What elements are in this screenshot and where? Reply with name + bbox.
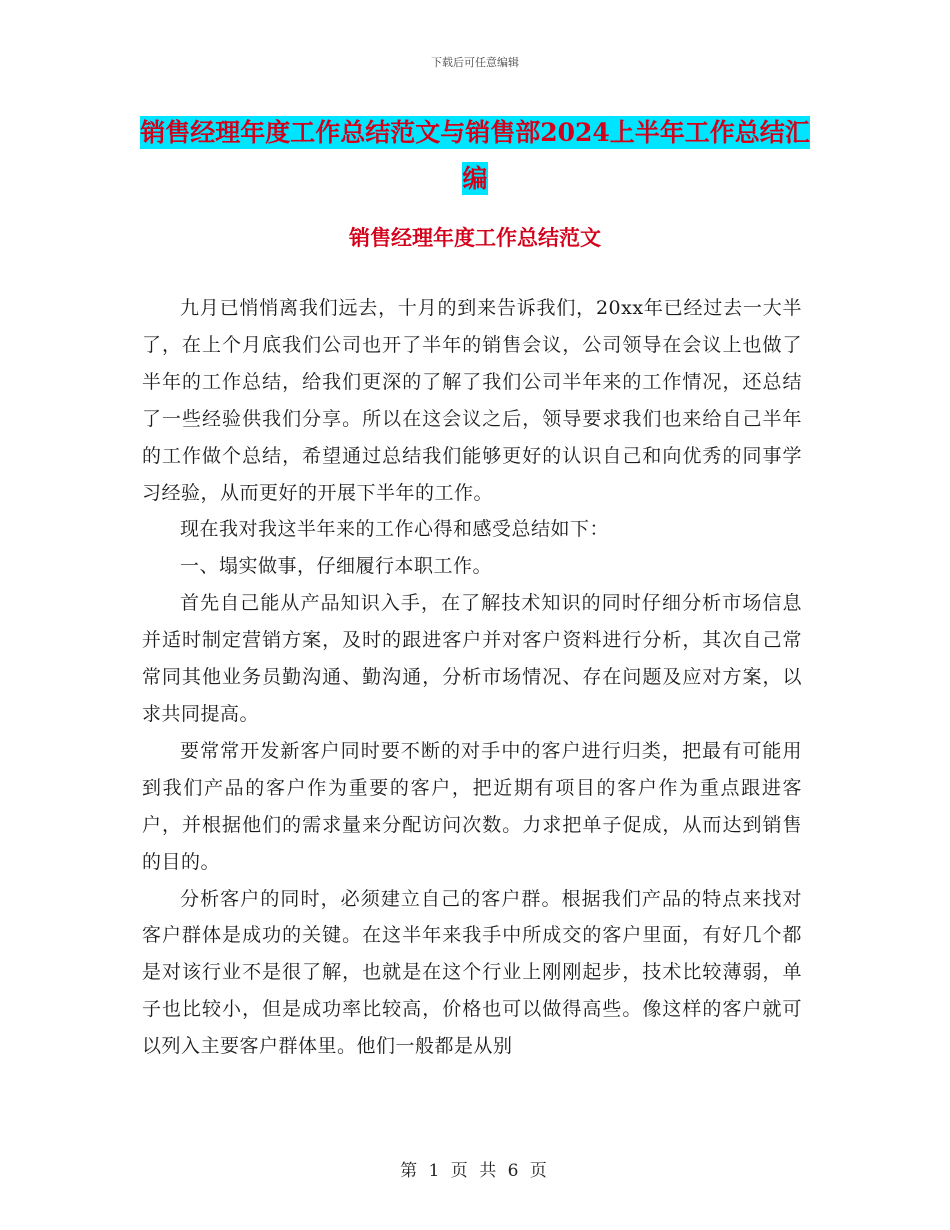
paragraph: 一、塌实做事，仔细履行本职工作。 [180, 555, 493, 578]
document-title [140, 110, 810, 202]
paragraph: 九月已悄悄离我们远去，十月的到来告诉我们，20xx年已经过去一大半了，在上个月底我们公司也开了半年的销售会议，公司领导在会议上也做了半年的工作总结，给我们更深的了解了我们公司半年来的工作情况，还总结了一些经验供我们分享。所以在这会议之后，领导要求我们也来给自己半年的工作做个总结，希望通过总结我们能够更好的认识自己和向优秀的同事学习经验，从而更好的开展下半年的工作。 [142, 297, 802, 504]
document-body [142, 290, 802, 1065]
paragraph: 现在我对我这半年来的工作心得和感受总结如下： [180, 518, 610, 541]
paragraph: 要常常开发新客户同时要不断的对手中的客户进行归类，把最有可能用到我们产品的客户作为重要的客户，把近期有项目的客户作为重点跟进客户，并根据他们的需求量来分配访问次数。力求把单子促成，从而达到销售的目的。 [142, 739, 802, 873]
paragraph: 分析客户的同时，必须建立自己的客户群。根据我们产品的特点来找对客户群体是成功的关键。在这半年来我手中所成交的客户里面，有好几个都是对该行业不是很了解，也就是在这个行业上刚刚起步，技术比较薄弱，单子也比较小，但是成功率比较高，价格也可以做得高些。像这样的客户就可以列入主要客户群体里。他们一般都是从别 [142, 887, 802, 1058]
section-title: 销售经理年度工作总结范文 [349, 225, 601, 250]
paragraph: 首先自己能从产品知识入手，在了解技术知识的同时仔细分析市场信息并适时制定营销方案，及时的跟进客户并对客户资料进行分析，其次自己常常同其他业务员勤沟通、勤沟通，分析市场情况、存在问题及应对方案，以求共同提高。 [142, 592, 802, 725]
document-title-text: 销售经理年度工作总结范文与销售部2024上半年工作总结汇编 [140, 118, 810, 193]
page-footer: 第 1 页 共 6 页 [400, 1161, 550, 1181]
header-note: 下载后可任意编辑 [431, 56, 519, 69]
